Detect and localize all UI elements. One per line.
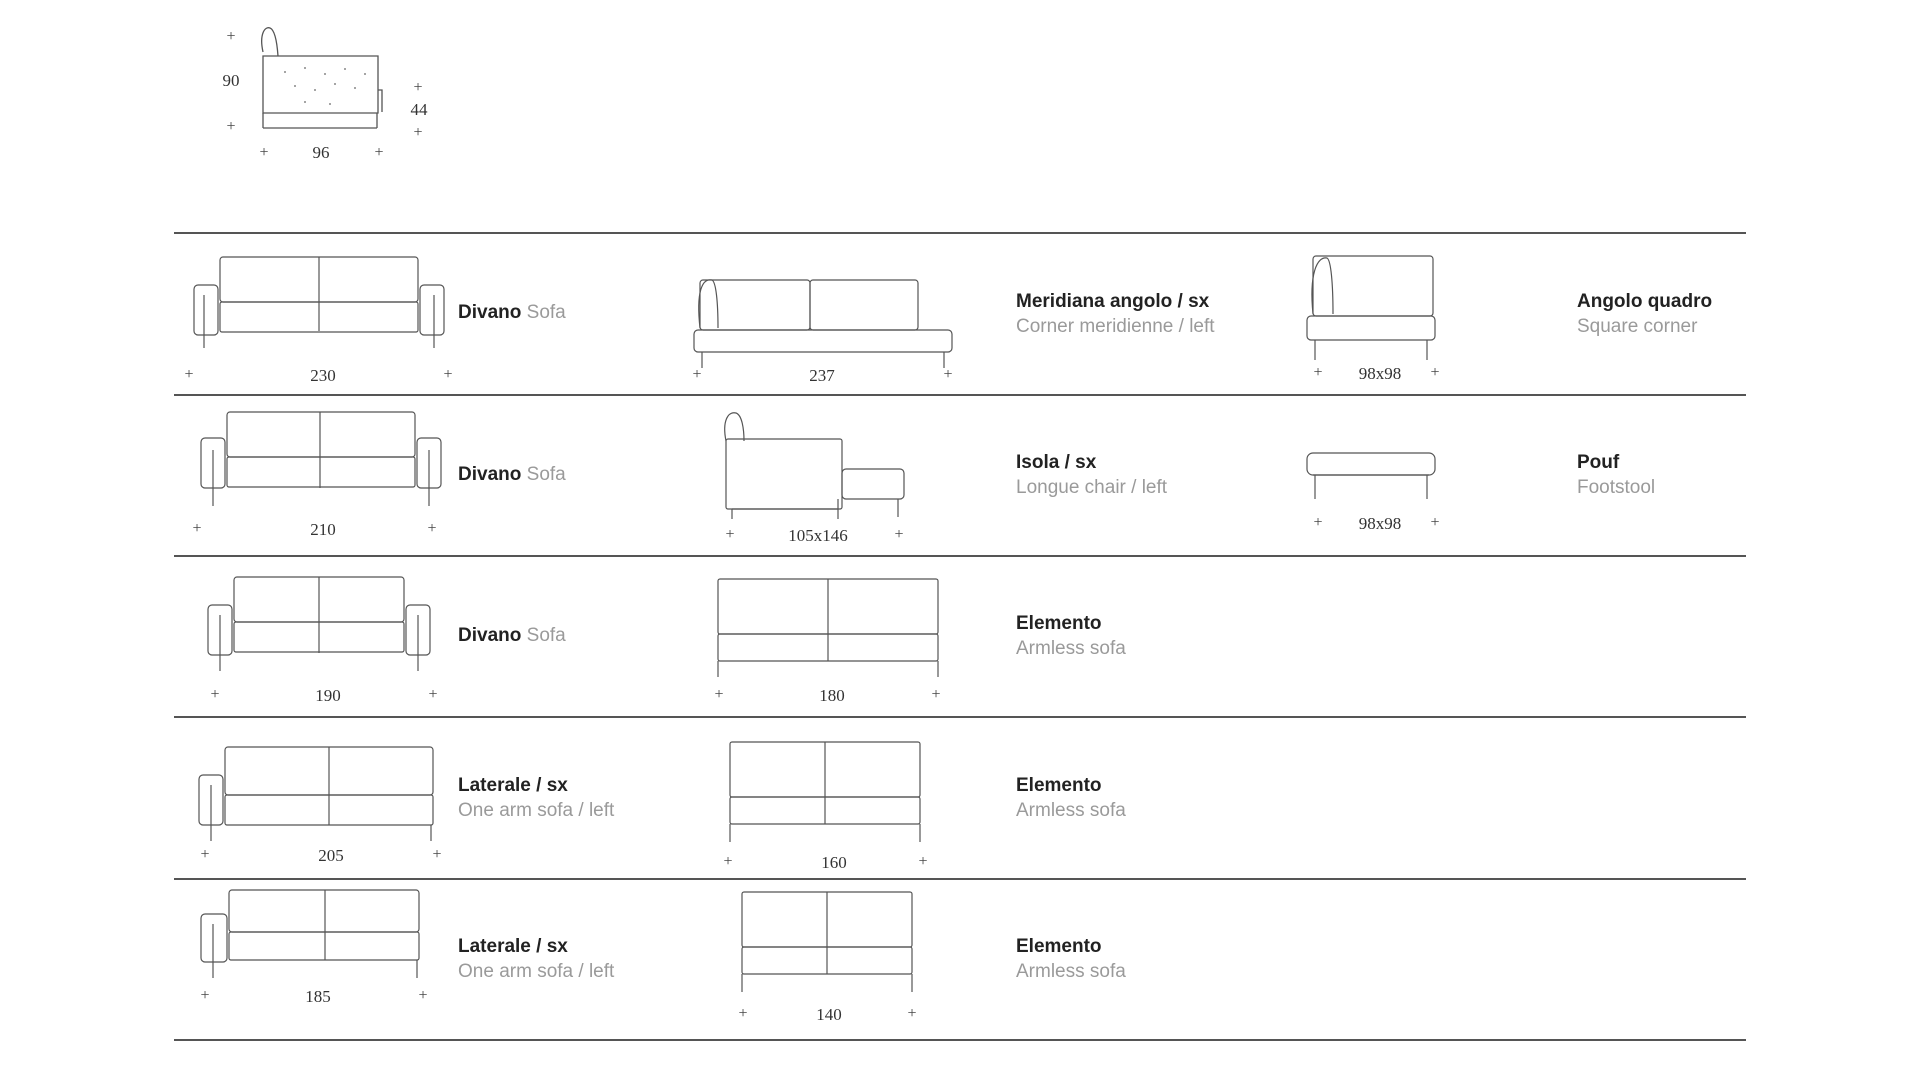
armless-160-dimension: 160 bbox=[821, 853, 847, 872]
dim-marker: + bbox=[714, 686, 724, 703]
sofa-210-label: Divano Sofa bbox=[458, 464, 566, 485]
dim-marker: + bbox=[725, 526, 735, 543]
width-dimension: 96 bbox=[312, 143, 330, 162]
corner-meridienne-label: Meridiana angolo / sx Corner meridienne / left bbox=[1016, 291, 1215, 337]
dim-marker: + bbox=[259, 144, 269, 161]
corner-meridienne-237-dimension: 237 bbox=[809, 366, 835, 385]
longue-chair-label: Isola / sx Longue chair / left bbox=[1016, 452, 1168, 498]
dim-marker: + bbox=[210, 686, 220, 703]
dim-marker: + bbox=[723, 853, 733, 870]
one-arm-205-drawing bbox=[197, 745, 437, 845]
longue-chair-dimension: 105x146 bbox=[788, 526, 848, 545]
square-corner-label: Angolo quadro Square corner bbox=[1577, 291, 1713, 337]
row-divider bbox=[174, 878, 1746, 880]
dim-marker: + bbox=[443, 366, 453, 383]
one-arm-205-dimension: 205 bbox=[318, 846, 344, 865]
one-arm-185-dimension: 185 bbox=[305, 987, 331, 1006]
dim-marker: + bbox=[184, 366, 194, 383]
dim-marker: + bbox=[738, 1005, 748, 1022]
dim-marker: + bbox=[432, 846, 442, 863]
sofa-230-drawing bbox=[192, 255, 447, 355]
sofa-210-drawing bbox=[199, 410, 444, 510]
dim-marker: + bbox=[413, 124, 423, 141]
dim-marker: + bbox=[907, 1005, 917, 1022]
sofa-210-dimension: 210 bbox=[310, 520, 336, 539]
sofa-190-label: Divano Sofa bbox=[458, 625, 566, 646]
dim-marker: + bbox=[1430, 364, 1440, 381]
armless-140-dimension: 140 bbox=[816, 1005, 842, 1024]
dim-marker: + bbox=[894, 526, 904, 543]
row-divider bbox=[174, 394, 1746, 396]
dim-marker: + bbox=[428, 686, 438, 703]
footstool-label: Pouf Footstool bbox=[1577, 452, 1656, 498]
one-arm-185-drawing bbox=[199, 888, 423, 988]
dim-marker: + bbox=[374, 144, 384, 161]
dim-marker: + bbox=[226, 28, 236, 45]
dim-marker: + bbox=[1313, 364, 1323, 381]
square-corner-drawing bbox=[1305, 254, 1437, 366]
armless-180-label: Elemento Armless sofa bbox=[1016, 613, 1126, 659]
longue-chair-drawing bbox=[722, 409, 907, 524]
dim-marker: + bbox=[418, 987, 428, 1004]
armchair-side-view-drawing bbox=[255, 24, 385, 134]
footstool-drawing bbox=[1305, 449, 1437, 509]
one-arm-205-label: Laterale / sx One arm sofa / left bbox=[458, 775, 615, 821]
dim-marker: + bbox=[692, 366, 702, 383]
dim-marker: + bbox=[200, 846, 210, 863]
height-dimension: 90 bbox=[222, 71, 240, 90]
armless-140-label: Elemento Armless sofa bbox=[1016, 936, 1126, 982]
row-divider bbox=[174, 1039, 1746, 1041]
armless-180-drawing bbox=[714, 577, 944, 687]
sofa-230-dimension: 230 bbox=[310, 366, 336, 385]
corner-meridienne-237-drawing bbox=[692, 272, 957, 372]
dim-marker: + bbox=[427, 520, 437, 537]
dim-marker: + bbox=[943, 366, 953, 383]
one-arm-185-label: Laterale / sx One arm sofa / left bbox=[458, 936, 615, 982]
armless-180-dimension: 180 bbox=[819, 686, 845, 705]
dim-marker: + bbox=[1430, 514, 1440, 531]
dim-marker: + bbox=[413, 79, 423, 96]
dim-marker: + bbox=[931, 686, 941, 703]
row-divider bbox=[174, 716, 1746, 718]
row-divider bbox=[174, 555, 1746, 557]
sofa-190-drawing bbox=[206, 575, 432, 675]
dim-marker: + bbox=[918, 853, 928, 870]
footstool-dimension: 98x98 bbox=[1358, 514, 1402, 533]
dim-marker: + bbox=[226, 118, 236, 135]
seat-height-dimension: 44 bbox=[410, 100, 428, 119]
dim-marker: + bbox=[192, 520, 202, 537]
row-divider bbox=[174, 232, 1746, 234]
dim-marker: + bbox=[1313, 514, 1323, 531]
dim-marker: + bbox=[200, 987, 210, 1004]
armless-160-drawing bbox=[726, 740, 924, 850]
square-corner-dimension: 98x98 bbox=[1358, 364, 1402, 383]
armless-160-label: Elemento Armless sofa bbox=[1016, 775, 1126, 821]
sofa-230-label: Divano Sofa bbox=[458, 302, 566, 323]
armless-140-drawing bbox=[738, 890, 916, 1000]
sofa-190-dimension: 190 bbox=[315, 686, 341, 705]
